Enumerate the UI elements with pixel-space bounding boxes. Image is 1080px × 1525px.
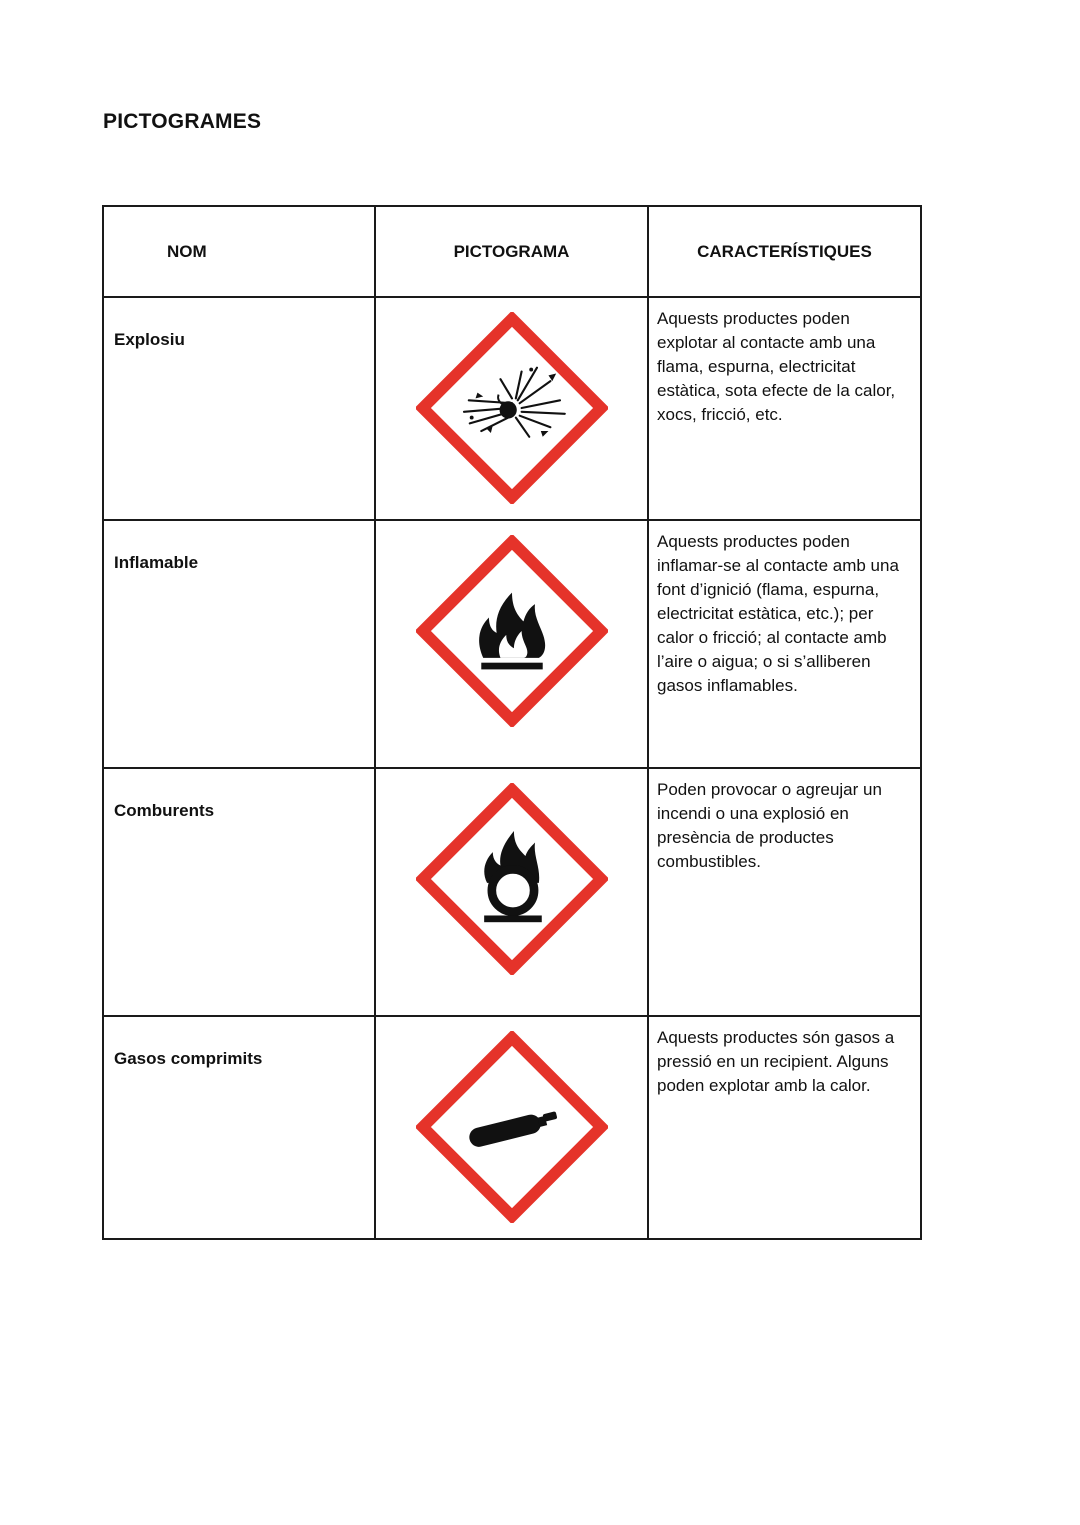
pictogram-cell (375, 520, 648, 768)
flame-over-circle-icon (416, 783, 608, 975)
pictogram-cell (375, 768, 648, 1016)
table-row (103, 768, 921, 1016)
hazard-pictograms-table (102, 205, 922, 1240)
hazard-name: Comburents (103, 768, 375, 1016)
pictogram-cell (375, 297, 648, 520)
hazard-name: Inflamable (103, 520, 375, 768)
table-row (103, 1016, 921, 1239)
flame-icon (416, 535, 608, 727)
table-row (103, 520, 921, 768)
table-row (103, 297, 921, 520)
hazard-name: Gasos comprimits (103, 1016, 375, 1239)
table-header-row (103, 206, 921, 297)
hazard-description: Aquests productes poden explotar al contacte amb una flama, espurna, electricitat estàtica, sota efecte de la calor, xocs, fricció, etc. (648, 297, 921, 520)
exploding-bomb-icon (416, 312, 608, 504)
gas-cylinder-icon (416, 1031, 608, 1223)
pictogram-cell (375, 1016, 648, 1239)
hazard-description: Aquests productes són gasos a pressió en un recipient. Alguns poden explotar amb la calor. (648, 1016, 921, 1239)
header-characteristics: CARACTERÍSTIQUES (648, 206, 921, 297)
header-pictogram: PICTOGRAMA (375, 206, 648, 297)
hazard-description: Poden provocar o agreujar un incendi o una explosió en presència de productes combustibles. (648, 768, 921, 1016)
page-title: PICTOGRAMES (103, 110, 262, 133)
header-name: NOM (103, 206, 375, 297)
hazard-description: Aquests productes poden inflamar-se al contacte amb una font d’ignició (flama, espurna, electricitat estàtica, etc.); per calor o fricció; al contacte amb l’aire o aigua; o si s’alliberen gasos inflamables. (648, 520, 921, 768)
hazard-name: Explosiu (103, 297, 375, 520)
